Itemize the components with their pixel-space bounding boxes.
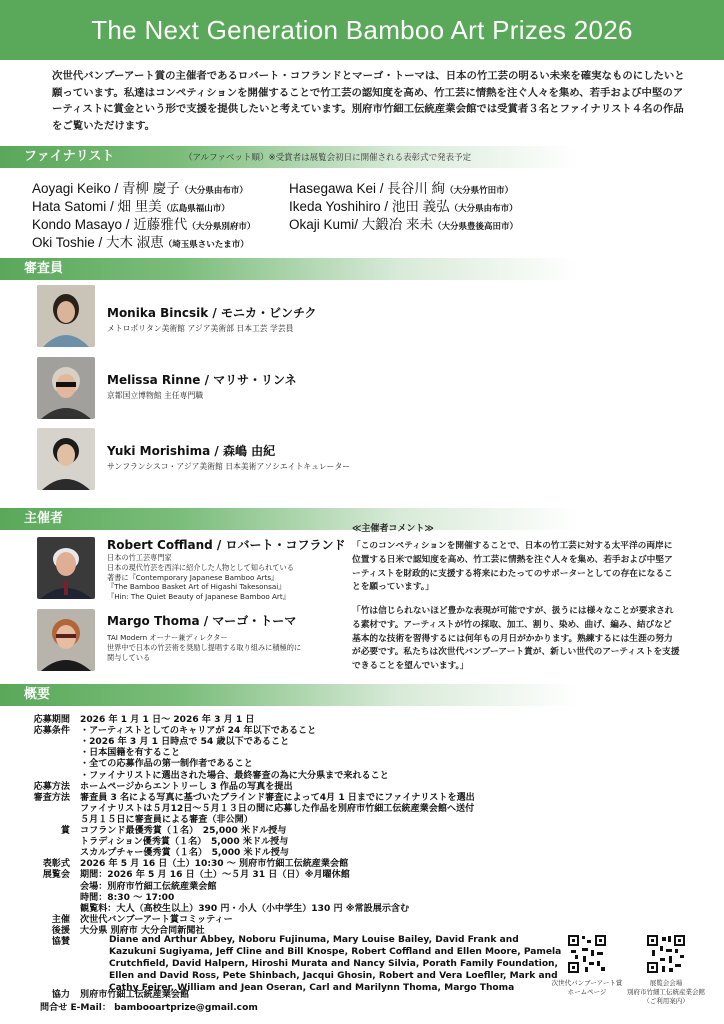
overview-value: 別府市竹細工伝統産業会館: [80, 990, 190, 1000]
overview-value: 審査員 3 名による写真に基づいたブラインド審査によって4月 1 日までにファイナリストを選出: [80, 792, 475, 803]
overview-label: 審査方法: [33, 792, 70, 803]
qr-caption-homepage: [548, 979, 626, 997]
jury-photo-morishima: [37, 428, 95, 490]
finalist-name: Ikeda Yoshihiro / 池田 義弘: [289, 199, 450, 214]
qr-caption-line: 展覧会会場: [649, 979, 683, 987]
overview-label: 応募期間: [33, 715, 70, 725]
overview-label: 賞: [60, 826, 70, 836]
jury-name: Melissa Rinne / マリサ・リンネ: [107, 373, 297, 387]
overview-value: ・アーティストとしてのキャリアが 24 年以下であること: [80, 726, 317, 737]
overview-value: 会場：別府市竹細工伝統産業会館: [80, 881, 217, 892]
jury-name: Yuki Morishima / 森嶋 由紀: [107, 444, 276, 458]
overview-value: ・日本国籍を有すること: [80, 748, 181, 759]
finalist-place: （大分県由布市）: [179, 186, 248, 196]
qr-code-venue[interactable]: [646, 934, 686, 974]
organizer-desc-line: 著書に『Contemporary Japanese Bamboo Arts』: [107, 572, 279, 582]
organizer-desc-line: 『The Bamboo Basket Art of Higashi Takesonsai』: [107, 582, 286, 592]
jury-title: 京都国立博物館 主任専門職: [107, 391, 204, 400]
finalist-place: （大分県竹田市）: [445, 186, 514, 196]
overview-value: 期間：2026 年 5 月 16 日（土）～５月 31 日（日）※月曜休館: [80, 870, 350, 881]
organizer-desc-coffland: [107, 553, 294, 602]
organizer-desc-line: 関与している: [107, 652, 151, 662]
jury-title: サンフランシスコ・アジア美術館 日本美術アソシエイトキュレーター: [107, 462, 351, 471]
organizer-desc-line: 日本の現代竹芸を西洋に紹介した人物として知られている: [107, 562, 294, 572]
finalist-place: （広島県福山市）: [161, 204, 230, 214]
jury-heading: 審査員: [24, 261, 64, 276]
overview-value: 2026 年 1 月 1 日～ 2026 年 3 月 1 日: [80, 715, 255, 725]
overview-value: トラディション優秀賞（１名） 5,000 米ドル授与: [80, 837, 289, 848]
organizer-photo-thoma: [37, 609, 95, 671]
overview-value: スカルプチャー優秀賞（１名） 5,000 米ドル授与: [80, 848, 289, 859]
finalist-entry: [32, 195, 230, 215]
jury-photo-bincsik: [37, 285, 95, 347]
finalist-place: （大分県豊後高田市）: [433, 222, 519, 232]
qr-caption-line: 次世代バンブーアート賞: [551, 979, 623, 987]
organizer-desc-line: 『Hin: The Quiet Beauty of Japanese Bamboo Art』: [107, 592, 290, 602]
jury-section-header: [0, 258, 724, 280]
overview-value: 大分県 別府市 大分合同新聞社: [80, 925, 205, 936]
overview-label: 応募方法: [33, 781, 70, 792]
overview-label: 展覧会: [42, 870, 70, 881]
finalists-heading: ファイナリスト: [24, 149, 115, 164]
finalist-name: Okaji Kumi/ 大鍛冶 来未: [289, 217, 434, 232]
overview-section-header: [0, 684, 724, 706]
finalists-note: （アルファベット順）※受賞者は展覧会初日に開催される表彰式で発表予定: [184, 153, 472, 163]
overview-heading: 概要: [24, 687, 51, 702]
organizer-comment-thoma: 「竹は信じられないほど豊かな表現が可能ですが、扱うには様々なことが要求される素材です。アーティストが竹の採取、加工、割り、染め、曲げ、編み、結びなど基本的な技術を習得するには何年もの月日がかかります。熟練するには生涯の努力が必要です。私たちは次世代バンブーアート賞が、新しい世代のアーティストを支援できることを望んでいます。」: [352, 606, 680, 672]
finalist-entry: [32, 177, 248, 197]
page-title: The Next Generation Bamboo Art Prizes 2026: [0, 0, 724, 60]
qr-caption-line: （ご利用案内）: [643, 997, 689, 1005]
portrait-icon: [37, 428, 95, 490]
finalist-name: Oki Toshie / 大木 淑恵: [32, 235, 164, 250]
overview-value: コフランド最優秀賞（１名） 25,000 米ドル授与: [80, 826, 287, 836]
organizer-desc-line: 日本の竹工芸専門家: [107, 553, 172, 562]
overview-value: ・ファイナリストに選出された場合、最終審査の為に大分県まで来れること: [80, 770, 389, 781]
sponsors-list: Diane and Arthur Abbey, Noboru Fujinuma, Mary Louise Bailey, David Frank and Kazukuni Sugiyama, Jeff Cline and Bill Knospe, Robert Coffland and Ellen Moore, Pamela Crutchfield, David Halpern, Hiroshi Murata and Nancy Silvia, Porath Family Foundation, Ellen and David Ross, Pete Shinbach, Jacqui Ghosin, Robert and Vera Loefller, Mark and Cathy Feirer, William and Jean Oseran, Carl and Marilynn Thoma, Margo Thoma: [109, 935, 562, 993]
overview-label: 表彰式: [42, 859, 70, 870]
finalist-place: （埼玉県さいたま市）: [163, 240, 249, 250]
qr-code-icon: [646, 934, 686, 974]
overview-label: 後援: [51, 925, 70, 936]
finalist-place: （大分県別府市）: [187, 222, 256, 232]
portrait-icon: [37, 357, 95, 419]
jury-name: Monika Bincsik / モニカ・ビンチク: [107, 306, 317, 320]
overview-label: 協力: [51, 990, 70, 1000]
intro-text: 次世代バンブーアート賞の主催者であるロバート・コフランドとマーゴ・トーマは、日本の竹工芸の明るい未来を確実なものにしたいと願っています。私達はコンペティションを開催することで竹工芸の認知度を高め、竹工芸に情熱を注ぐ人々を集め、若手および中堅のアーティストに賞金という形で支援を提供したいと考えています。別府市竹細工伝統産業会館では受賞者３名とファイナリスト４名の作品をご覧いただけます。: [52, 70, 685, 132]
overview-label: 主催: [51, 914, 70, 925]
overview-value: 時間：8:30 ～ 17:00: [80, 892, 175, 903]
overview-value: ・2026 年 3 月 1 日時点で 54 歳以下であること: [80, 737, 290, 748]
qr-code-homepage[interactable]: [567, 934, 607, 974]
organizer-comment-coffland: 「このコンペティションを開催することで、日本の竹工芸に対する太平洋の両岸に位置する日米で認知度を高め、竹工芸に情熱を注ぐ人々を集め、若手および中堅アーティストを財政的に支援する将来にわたってのサポーターとしての存在になることを願っています。」: [352, 541, 673, 593]
qr-caption-line: ホームページ: [567, 988, 607, 996]
finalist-entry: [32, 231, 249, 251]
organizer-photo-coffland: [37, 537, 95, 599]
portrait-icon: [37, 537, 95, 599]
finalist-entry: [32, 213, 255, 233]
finalist-place: （大分県由布市）: [449, 204, 518, 214]
qr-caption-venue: [618, 979, 714, 1006]
organizer-desc-line: 世界中で日本の竹芸術を奨励し提唱する取り組みに積極的に: [107, 642, 302, 652]
finalist-entry: [289, 195, 518, 215]
finalist-name: Aoyagi Keiko / 青柳 慶子: [32, 181, 180, 196]
overview-value: 次世代バンブーアート賞コミッティー: [80, 914, 233, 925]
contact-email[interactable]: 問合せ E-Mail： bambooartprize@gmail.com: [40, 1003, 258, 1013]
overview-value: ・全ての応募作品の第一制作者であること: [80, 759, 253, 770]
finalist-entry: [289, 177, 513, 197]
overview-label: 協賛: [51, 937, 70, 947]
jury-title: メトロポリタン美術館 アジア美術部 日本工芸 学芸員: [107, 324, 294, 333]
overview-value: ホームページからエントリーし 3 作品の写真を提出: [80, 781, 293, 792]
organizer-desc-thoma: [107, 633, 301, 662]
organizer-name: Margo Thoma / マーゴ・トーマ: [107, 614, 297, 628]
overview-label: 応募条件: [33, 726, 70, 737]
finalist-entry: [289, 213, 518, 233]
overview-value: ファイナリストは５月12日～５月１３日の間に応募した作品を別府市竹細工伝統産業会館へ送付: [80, 803, 475, 814]
qr-caption-line: 別府市竹細工伝統産業会館: [627, 988, 705, 996]
qr-code-icon: [567, 934, 607, 974]
jury-photo-rinne: [37, 357, 95, 419]
overview-value: 2026 年 5 月 16 日（土）10:30 ～ 別府市竹細工伝統産業会館: [80, 859, 349, 870]
finalist-name: Hasegawa Kei / 長谷川 絢: [289, 181, 446, 196]
overview-value: ５月１５日に審査員による審査（非公開）: [80, 814, 253, 825]
portrait-icon: [37, 285, 95, 347]
organizers-heading: 主催者: [24, 511, 64, 526]
finalist-name: Kondo Masayo / 近藤雅代: [32, 217, 188, 232]
organizer-comment-heading: ≪主催者コメント≫: [352, 524, 434, 534]
portrait-icon: [37, 609, 95, 671]
organizer-name: Robert Coffland / ロバート・コフランド: [107, 538, 346, 552]
overview-value: 観覧料：大人（高校生以上）390 円・小人（小中学生）130 円 ※常設展示含む: [80, 903, 410, 914]
finalist-name: Hata Satomi / 畑 里美: [32, 199, 162, 214]
organizer-desc-line: TAI Modern オーナー兼ディレクター: [107, 633, 228, 642]
